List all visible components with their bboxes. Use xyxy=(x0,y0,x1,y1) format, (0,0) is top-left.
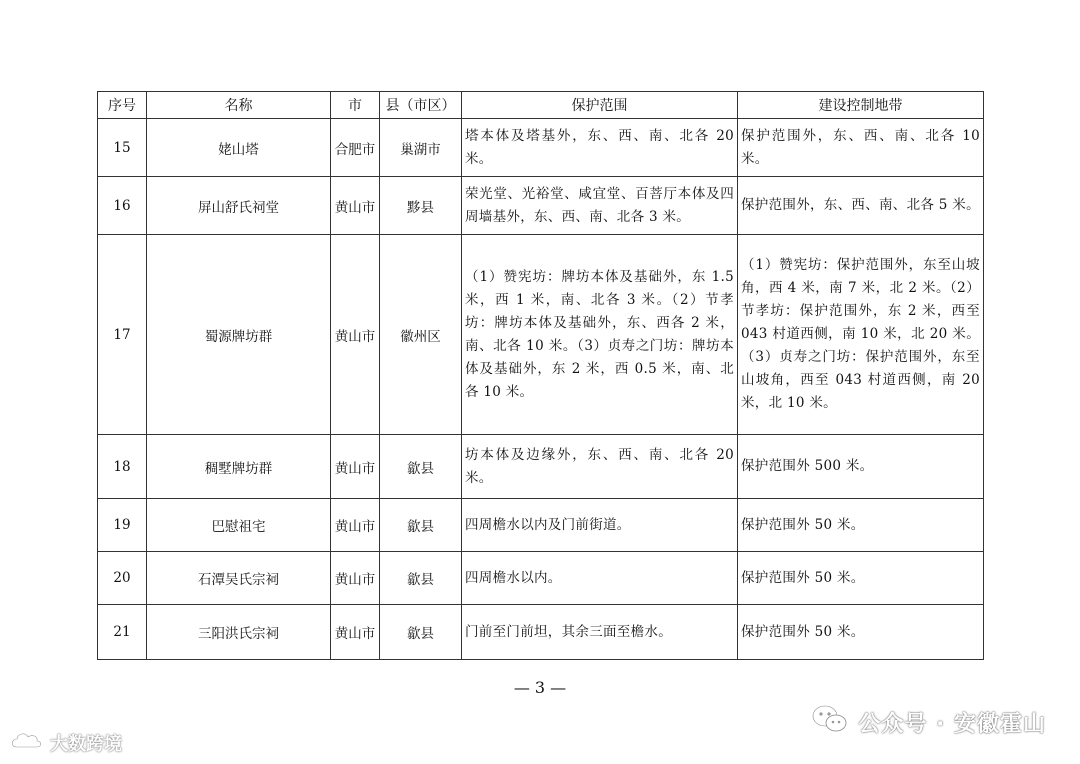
cell-no: 17 xyxy=(98,235,147,435)
cell-county: 黟县 xyxy=(380,177,462,235)
cell-name: 三阳洪氏宗祠 xyxy=(147,605,331,660)
wechat-icon xyxy=(810,703,850,741)
cell-no: 18 xyxy=(98,435,147,499)
header-no: 序号 xyxy=(98,92,147,119)
watermark-left xyxy=(10,731,122,755)
cell-control: （1）赞宪坊：保护范围外，东至山坡角，西 4 米，南 7 米，北 2 米。（2）节孝坊：保护范围外，东 2 米，西至 043 村道西侧，南 10 米，北 20 米。（3）贞寿之门坊：保护范围外，东至山坡角，西至 043 村道西侧，南 20 米，北 10 米。 xyxy=(738,235,984,435)
watermark-right-text: 公众号 · 安徽霍山 xyxy=(858,711,1046,737)
cell-name: 蜀源牌坊群 xyxy=(147,235,331,435)
cell-city: 黄山市 xyxy=(331,605,380,660)
cell-control: 保护范围外，东、西、南、北各 5 米。 xyxy=(738,177,984,235)
table-row xyxy=(98,499,984,552)
header-protection: 保护范围 xyxy=(462,92,738,119)
cell-protection: 荣光堂、光裕堂、咸宜堂、百菩厅本体及四周墙基外，东、西、南、北各 3 米。 xyxy=(462,177,738,235)
cell-no: 19 xyxy=(98,499,147,552)
cell-protection: 门前至门前坦，其余三面至檐水。 xyxy=(462,605,738,660)
cell-county: 歙县 xyxy=(380,552,462,605)
cell-protection: 坊本体及边缘外，东、西、南、北各 20 米。 xyxy=(462,435,738,499)
table-row xyxy=(98,605,984,660)
cell-city: 黄山市 xyxy=(331,235,380,435)
cell-county: 徽州区 xyxy=(380,235,462,435)
header-name: 名称 xyxy=(147,92,331,119)
header-city: 市 xyxy=(331,92,380,119)
heritage-table xyxy=(97,91,984,660)
table-row xyxy=(98,119,984,177)
cell-city: 黄山市 xyxy=(331,177,380,235)
cell-county: 巢湖市 xyxy=(380,119,462,177)
cell-control: 保护范围外 50 米。 xyxy=(738,552,984,605)
cell-no: 15 xyxy=(98,119,147,177)
cell-no: 20 xyxy=(98,552,147,605)
table-row xyxy=(98,235,984,435)
cell-control: 保护范围外 500 米。 xyxy=(738,435,984,499)
header-county: 县（市区） xyxy=(380,92,462,119)
cell-control: 保护范围外，东、西、南、北各 10 米。 xyxy=(738,119,984,177)
cell-county: 歙县 xyxy=(380,435,462,499)
cell-name: 稠墅牌坊群 xyxy=(147,435,331,499)
table-row xyxy=(98,552,984,605)
cell-name: 姥山塔 xyxy=(147,119,331,177)
cell-protection: 四周檐水以内及门前街道。 xyxy=(462,499,738,552)
cell-no: 16 xyxy=(98,177,147,235)
cell-name: 石潭吴氏宗祠 xyxy=(147,552,331,605)
watermark-left-text: 大数跨境 xyxy=(50,734,122,755)
cell-control: 保护范围外 50 米。 xyxy=(738,605,984,660)
watermark-right xyxy=(810,703,1046,741)
cell-protection: （1）赞宪坊：牌坊本体及基础外，东 1.5 米，西 1 米，南、北各 3 米。（2）节孝坊：牌坊本体及基础外，东、西各 2 米，南、北各 10 米。（3）贞寿之门坊：牌坊本体及基础外，东 2 米，西 0.5 米，南、北各 10 米。 xyxy=(462,235,738,435)
cell-name: 巴慰祖宅 xyxy=(147,499,331,552)
cell-county: 歙县 xyxy=(380,499,462,552)
cell-protection: 塔本体及塔基外，东、西、南、北各 20 米。 xyxy=(462,119,738,177)
table-row xyxy=(98,435,984,499)
cell-city: 黄山市 xyxy=(331,435,380,499)
table-row xyxy=(98,177,984,235)
cell-name: 屏山舒氏祠堂 xyxy=(147,177,331,235)
cell-protection: 四周檐水以内。 xyxy=(462,552,738,605)
cell-county: 歙县 xyxy=(380,605,462,660)
cloud-logo-icon xyxy=(10,730,44,757)
cell-control: 保护范围外 50 米。 xyxy=(738,499,984,552)
table-header-row xyxy=(98,92,984,119)
page-number: — 3 — xyxy=(513,678,567,697)
cell-city: 黄山市 xyxy=(331,499,380,552)
cell-city: 黄山市 xyxy=(331,552,380,605)
cell-city: 合肥市 xyxy=(331,119,380,177)
cell-no: 21 xyxy=(98,605,147,660)
header-control: 建设控制地带 xyxy=(738,92,984,119)
